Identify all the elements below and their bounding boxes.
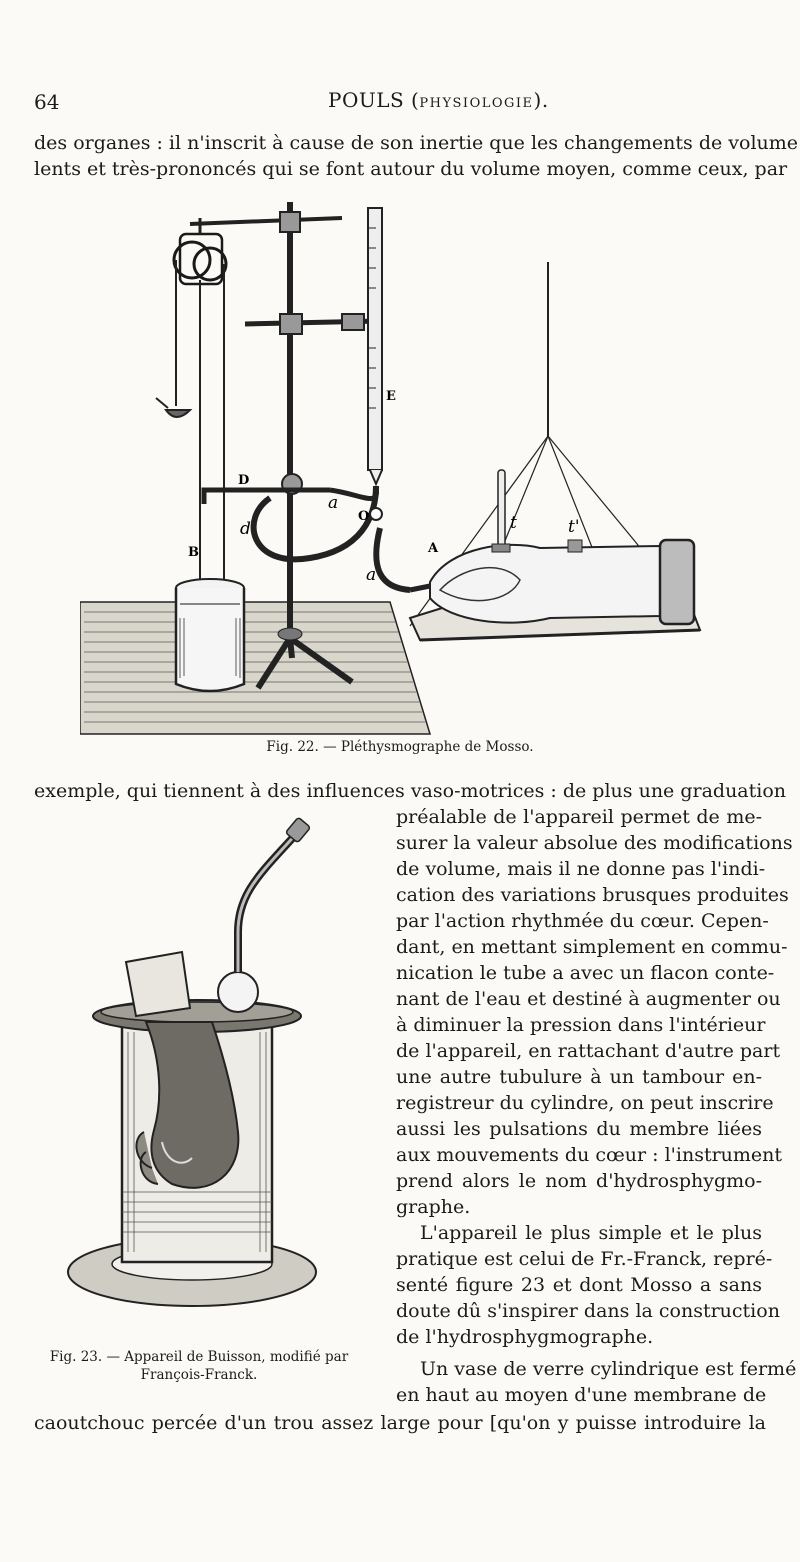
label-E: E bbox=[386, 389, 396, 404]
figure-23-buisson-apparatus-illustration bbox=[62, 812, 362, 1342]
body-line: nication le tube a avec un flacon conte- bbox=[396, 962, 775, 984]
label-B: B bbox=[188, 545, 199, 560]
body-line: par l'action rhythmée du cœur. Cepen- bbox=[396, 910, 769, 932]
body-line: pratique est celui de Fr.-Franck, repré- bbox=[396, 1248, 773, 1270]
figure-23-caption-line-2: François-Franck. bbox=[140, 1367, 258, 1383]
body-line: à diminuer la pression dans l'intérieur bbox=[396, 1014, 766, 1036]
label-t: t bbox=[510, 513, 517, 533]
body-line: lents et très-prononcés qui se font autour du volume moyen, comme ceux, par bbox=[34, 158, 788, 180]
body-line: préalable de l'appareil permet de me- bbox=[396, 806, 762, 828]
body-line: exemple, qui tiennent à des influences vaso-motrices : de plus une graduation bbox=[34, 780, 787, 802]
body-line: L'appareil le plus simple et le plus bbox=[420, 1222, 762, 1244]
body-line: nant de l'eau et destiné à augmenter ou bbox=[396, 988, 781, 1010]
figure-23-caption-line-1: Fig. 23. — Appareil de Buisson, modifié par bbox=[49, 1349, 349, 1365]
body-line: de l'appareil, en rattachant d'autre part bbox=[396, 1040, 781, 1062]
body-line: des organes : il n'inscrit à cause de son inertie que les changements de volume bbox=[34, 132, 799, 154]
body-line: une autre tubulure à un tambour en- bbox=[396, 1066, 762, 1088]
label-a-upper: a bbox=[328, 493, 339, 513]
label-A: A bbox=[428, 541, 439, 556]
body-line: aussi les pulsations du membre liées bbox=[396, 1118, 762, 1140]
body-line: surer la valeur absolue des modifications bbox=[396, 832, 793, 854]
body-line: cation des variations brusques produites bbox=[396, 884, 789, 906]
running-title: POULS (PHYSIOLOGIE). bbox=[328, 88, 549, 112]
figure-22-plethysmograph-illustration bbox=[80, 188, 720, 736]
body-line: dant, en mettant simplement en commu- bbox=[396, 936, 788, 958]
label-O: O bbox=[358, 509, 370, 524]
body-line: caoutchouc percée d'un trou assez large pour [qu'on y puisse introduire la bbox=[34, 1412, 766, 1434]
label-d: d bbox=[240, 519, 251, 539]
running-title-small-caps: PHYSIOLOGIE bbox=[419, 96, 534, 111]
figure-22-caption: Fig. 22. — Pléthysmographe de Mosso. bbox=[266, 739, 534, 755]
body-line: en haut au moyen d'une membrane de bbox=[396, 1384, 767, 1406]
body-line: aux mouvements du cœur : l'instrument bbox=[396, 1144, 783, 1166]
body-line: Un vase de verre cylindrique est fermé bbox=[420, 1358, 797, 1380]
running-header bbox=[34, 86, 766, 120]
label-t-prime: t' bbox=[568, 517, 580, 537]
body-line: senté figure 23 et dont Mosso a sans bbox=[396, 1274, 762, 1296]
body-line: graphe. bbox=[396, 1196, 471, 1218]
label-D: D bbox=[238, 473, 250, 488]
body-line: prend alors le nom d'hydrosphygmo- bbox=[396, 1170, 762, 1192]
body-line: de volume, mais il ne donne pas l'indi- bbox=[396, 858, 766, 880]
label-a-lower: a bbox=[366, 565, 377, 585]
body-line: registreur du cylindre, on peut inscrire bbox=[396, 1092, 774, 1114]
page-number: 64 bbox=[34, 90, 60, 114]
body-line: doute dû s'inspirer dans la construction bbox=[396, 1300, 780, 1322]
body-line: de l'hydrosphygmographe. bbox=[396, 1326, 654, 1348]
